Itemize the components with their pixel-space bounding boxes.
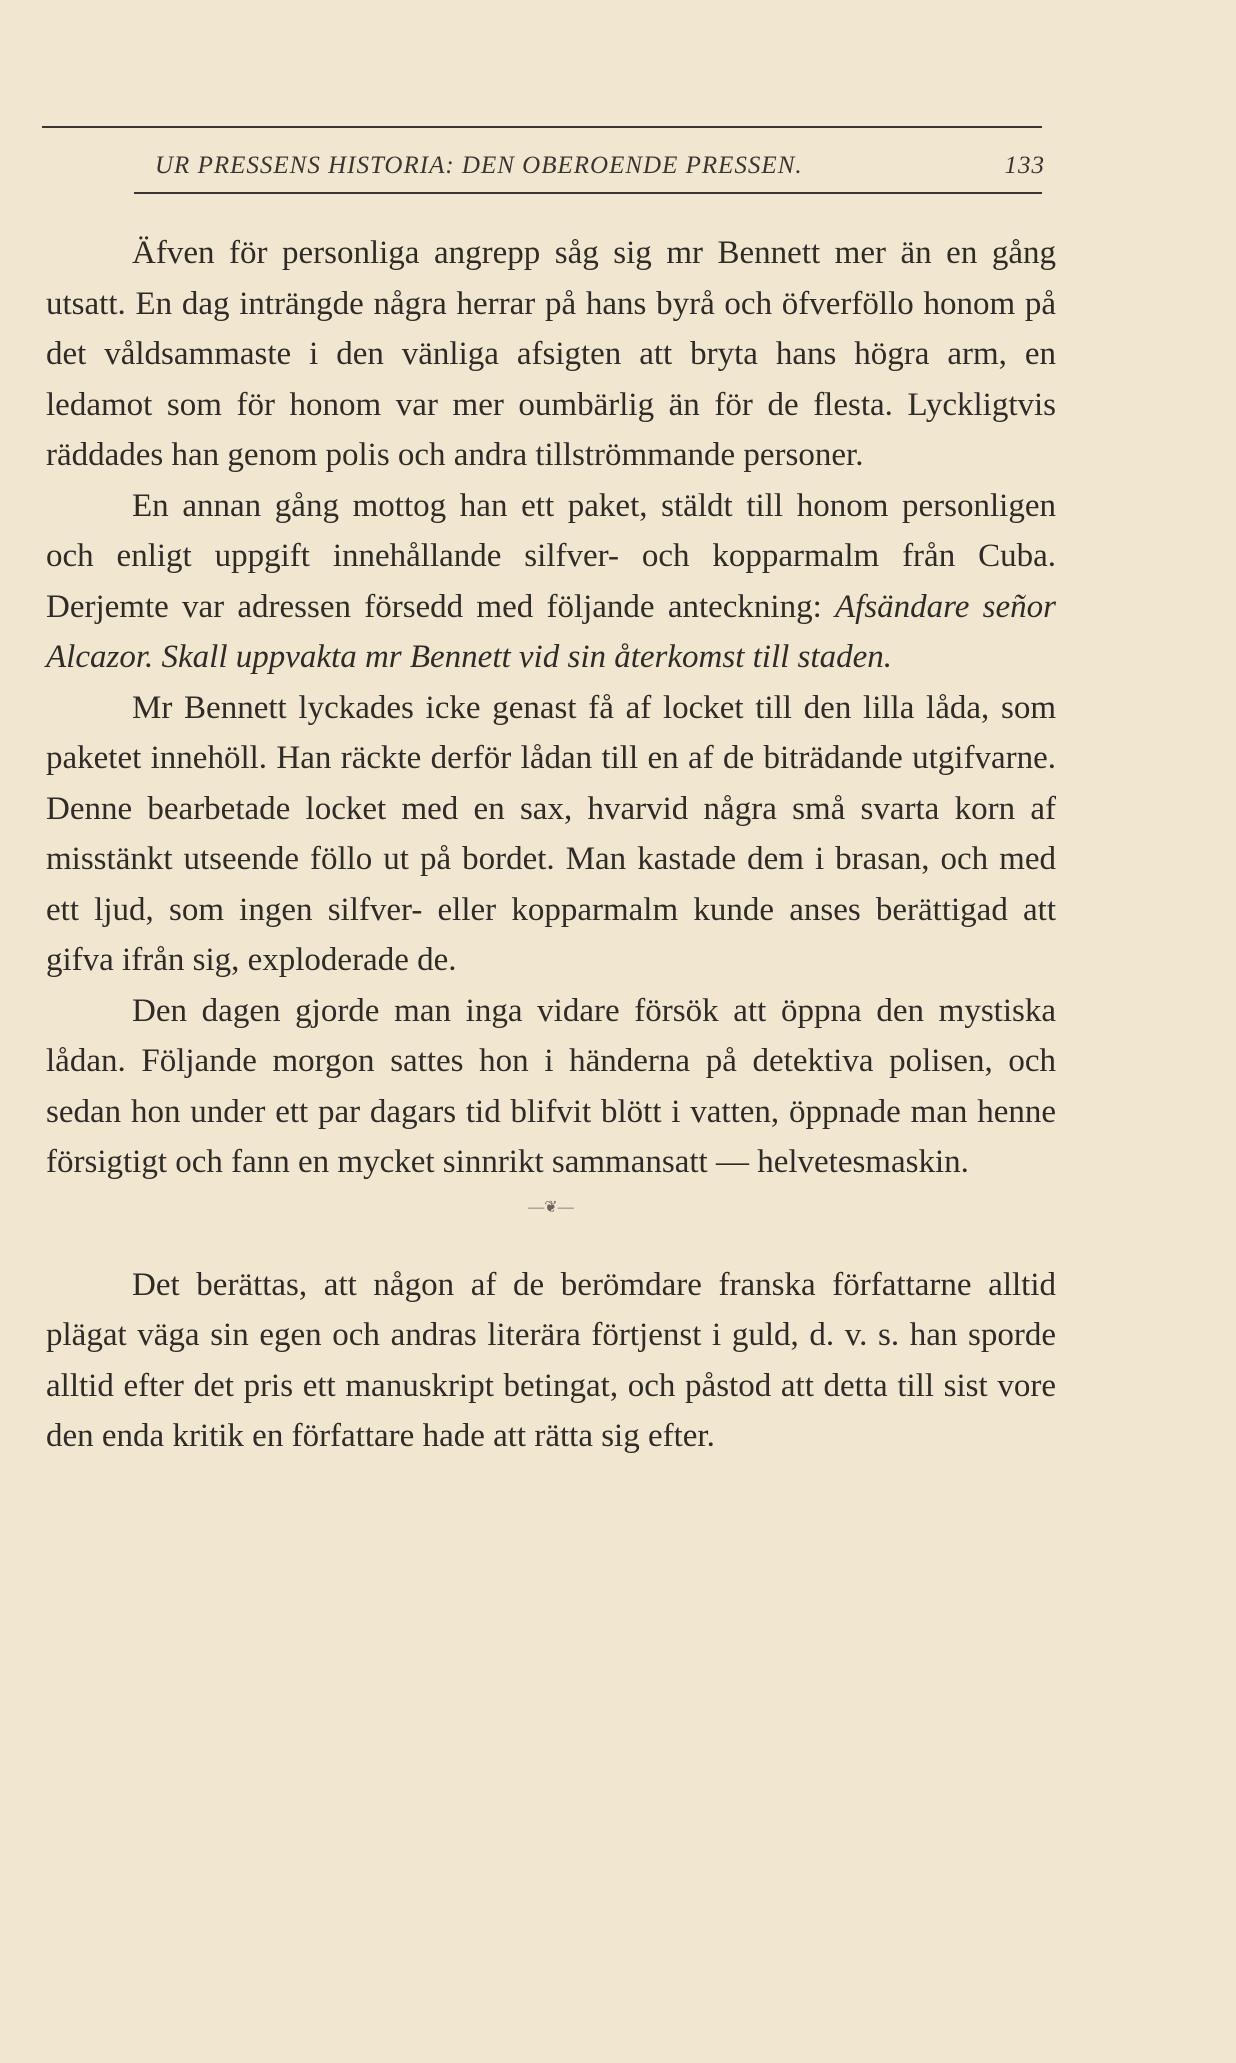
paragraph-2-italic: Afsändare señor Alcazor. Skall uppvakta mr Bennett vid sin återkomst till staden. xyxy=(46,588,1056,675)
paragraph-1: Äfven för personliga angrepp såg sig mr Bennett mer än en gång utsatt. En dag inträngde några herrar på hans byrå och öfverföllo honom på det våldsammaste i den vänliga afsigten att bryta hans högra arm, en ledamot som för honom var mer oumbärlig än för de flesta. Lyckligtvis räddades han genom polis och andra tillströmmande personer. xyxy=(46,235,1056,473)
header-rule-bottom xyxy=(134,192,1042,194)
paragraph-2 xyxy=(46,481,1056,683)
paragraph-5: Det berättas, att någon af de berömdare franska författarne alltid plägat väga sin egen och andras literära förtjenst i guld, d. v. s. han sporde alltid efter det pris ett manuskript betingat, och påstod att detta till sist vore den enda kritik en författare hade att rätta sig efter. xyxy=(46,1266,1056,1454)
header-rule-top xyxy=(42,126,1042,128)
section-ornament: —❦— xyxy=(528,1198,574,1216)
body-text xyxy=(46,228,1056,1462)
paragraph-3: Mr Bennett lyckades icke genast få af locket till den lilla låda, som paketet innehöll. Han räckte derför lådan till en af de biträdande utgifvarne. Denne bearbetade locket med en sax, hvarvid några små svarta korn af misstänkt utseende föllo ut på bordet. Man kastade dem i brasan, och med ett ljud, som ingen silfver- eller kopparmalm kunde anses berättigad att gifva ifrån sig, exploderade de. xyxy=(46,689,1056,978)
running-head xyxy=(155,146,1045,186)
page-number: 133 xyxy=(1004,152,1045,179)
paragraph-4: Den dagen gjorde man inga vidare försök att öppna den mystiska lådan. Följande morgon sattes hon i händerna på detektiva polisen, och sedan hon under ett par dagars tid blifvit blött i vatten, öppnade man henne försigtigt och fann en mycket sinnrikt sammansatt — helvetesmaskin. xyxy=(46,992,1056,1180)
paragraph-2-lead: En annan gång mottog han ett paket, stäldt till honom personligen och enligt uppgift innehållande silfver- och kopparmalm från Cuba. Derjemte var adressen försedd med följande anteckning: xyxy=(46,487,1056,625)
running-title: UR PRESSENS HISTORIA: DEN OBEROENDE PRESSEN. xyxy=(155,152,803,179)
